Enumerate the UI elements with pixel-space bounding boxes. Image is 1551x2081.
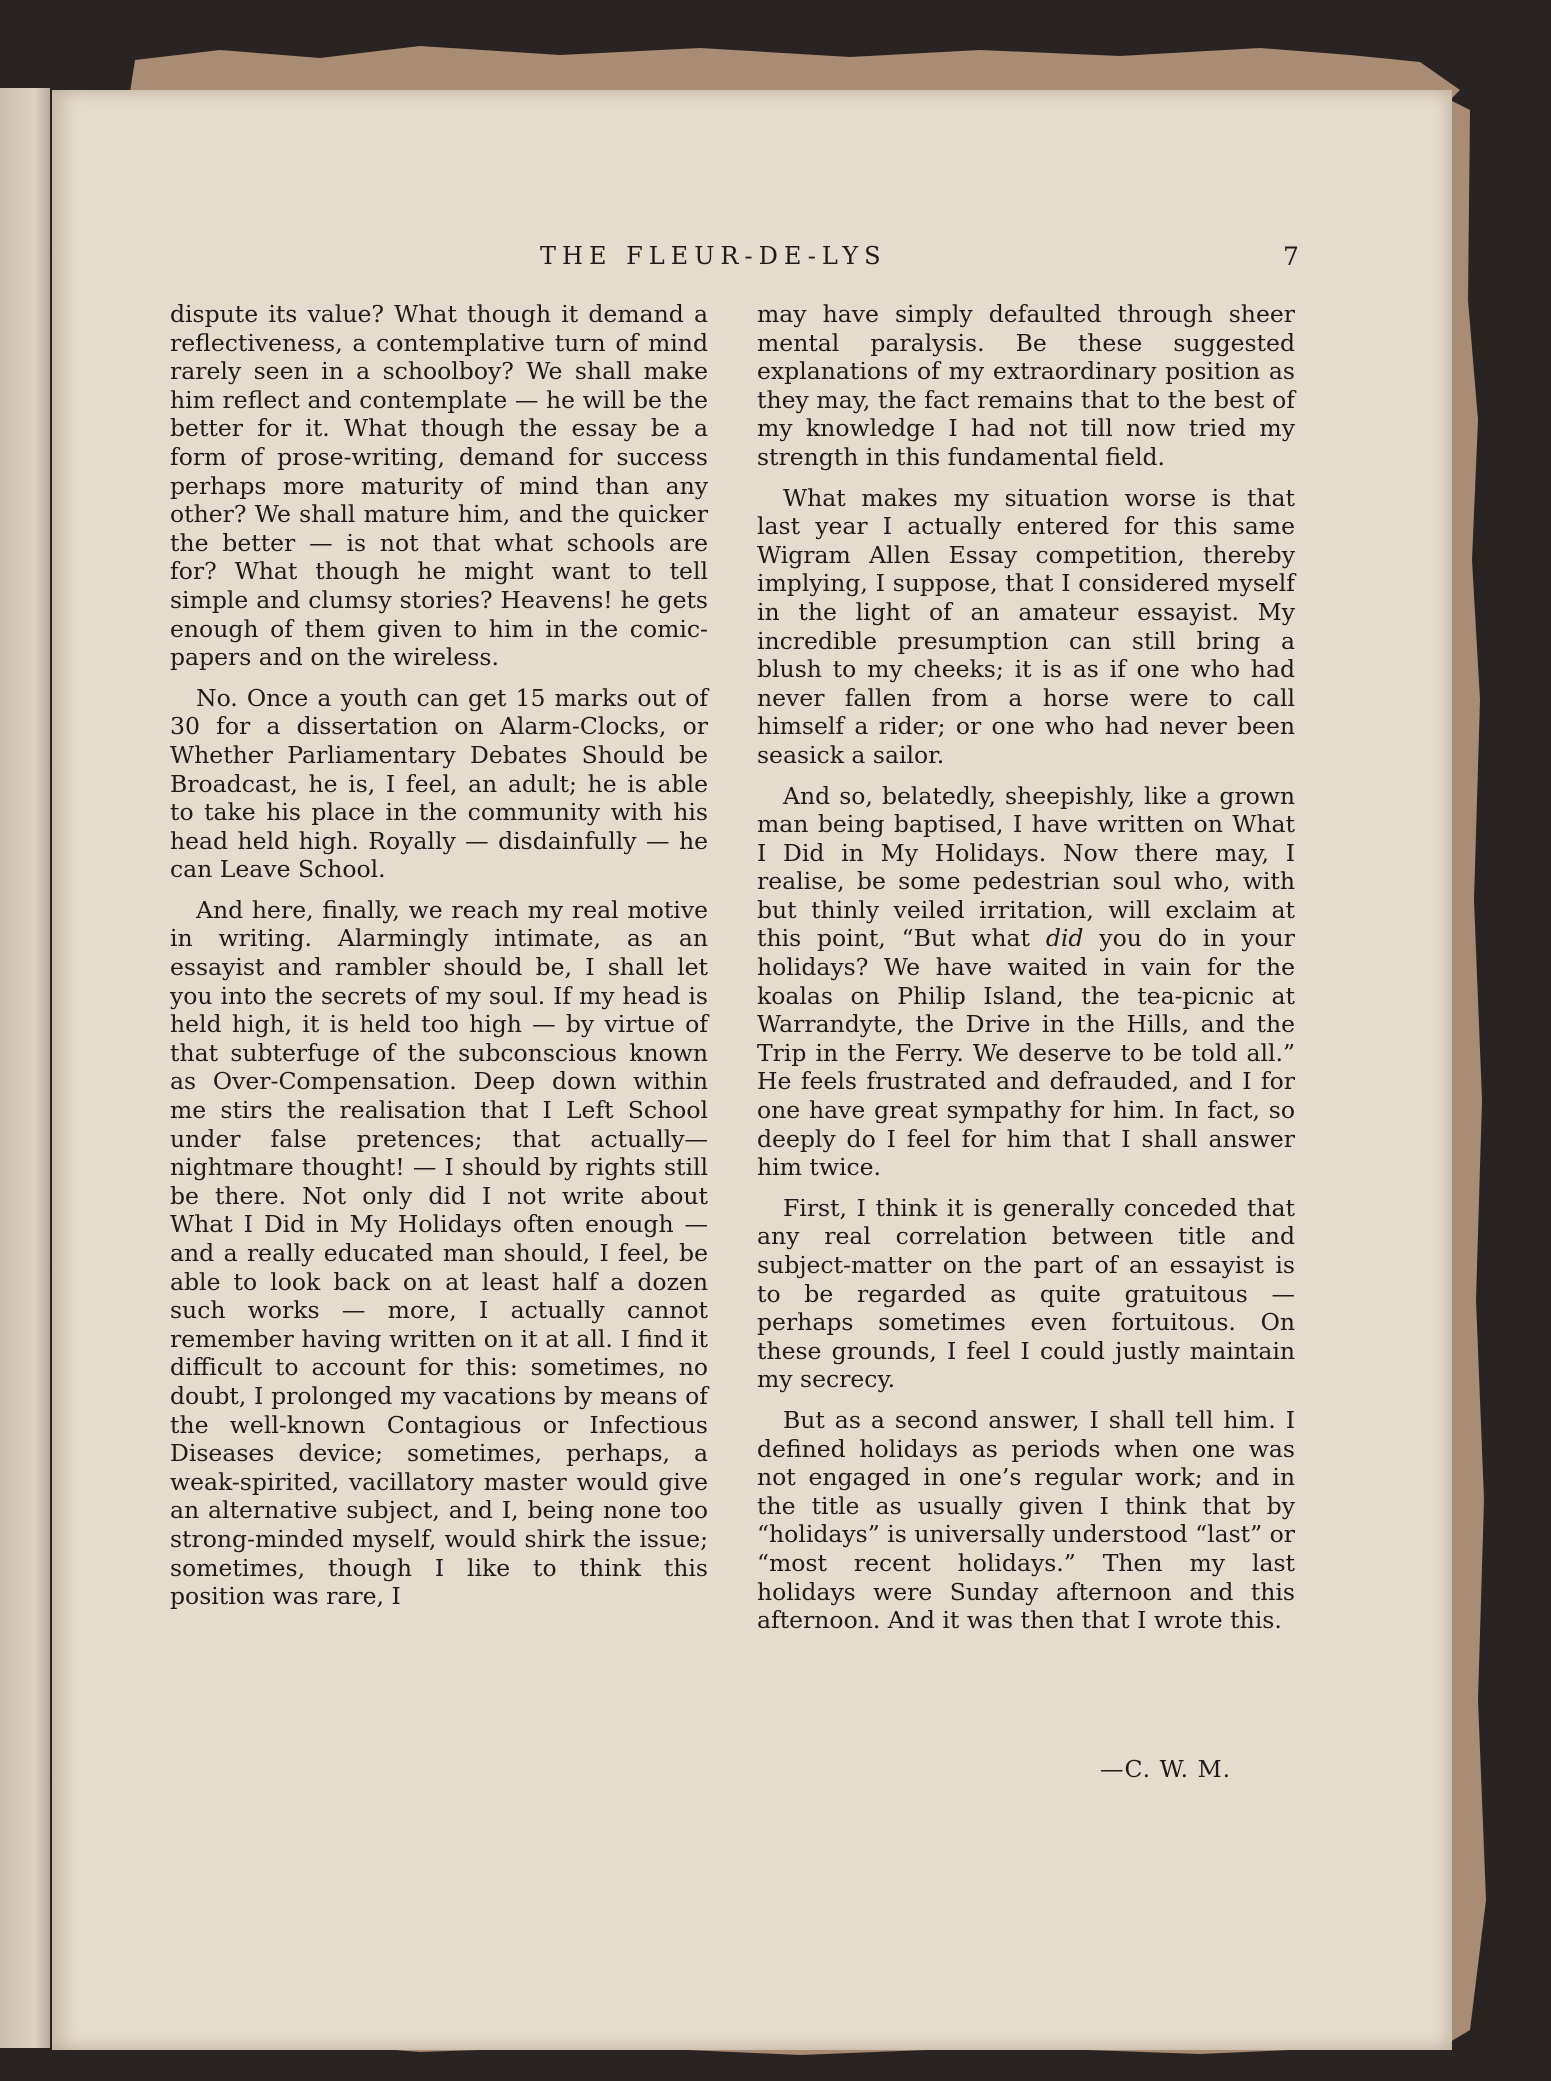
right-paragraph-3 — [757, 782, 1295, 1182]
right-paragraph-1: may have simply defaulted through sheer mental paralysis. Be these suggested explanations of my extraordinary position as they may, the fact remains that to the best of my knowledge I had not till now tried my strength in this fundamental field. — [757, 300, 1295, 471]
author-signature: —C. W. M. — [1100, 1755, 1232, 1783]
left-paragraph-3: And here, finally, we reach my real motive in writing. Alarmingly intimate, as an essayist and rambler should be, I shall let you into the secrets of my soul. If my head is held high, it is held too high — by virtue of that subterfuge of the subconscious known as Over-Compensation. Deep down within me stirs the realisation that I Left School under false pretences; that actually— nightmare thought! — I should by rights still be there. Not only did I not write about What I Did in My Holidays often enough — and a really educated man should, I feel, be able to look back on at least half a dozen such works — more, I actually cannot remember having written on it at all. I find it difficult to account for this: sometimes, no doubt, I prolonged my vacations by means of the well-known Contagious or Infectious Diseases device; sometimes, perhaps, a weak-spirited, vacillatory master would give an alternative subject, and I, being none too strong-minded myself, would shirk the issue; sometimes, though I like to think this position was rare, I — [170, 895, 708, 1611]
right-column — [757, 300, 1295, 1647]
paragraph-text: you do in your holidays? We have waited in vain for the koalas on Philip Island, the tea-picnic at Warrandyte, the Drive in the Hills, and the Trip in the Ferry. We deserve to be told all.” He feels frustrated and defrauded, and I for one have great sympathy for him. In fact, so deeply do I feel for him that I shall answer him twice. — [757, 924, 1296, 1182]
page-number: 7 — [1283, 242, 1299, 271]
page-header — [0, 242, 1551, 282]
running-title: THE FLEUR-DE-LYS — [540, 242, 887, 270]
left-paragraph-1: dispute its value? What though it demand a reflectiveness, a contemplative turn of mind rarely seen in a schoolboy? We shall make him reflect and contemplate — he will be the better for it. What though the essay be a form of prose-writing, demand for success perhaps more maturity of mind than any other? We shall mature him, and the quicker the better — is not that what schools are for? What though he might want to tell simple and clumsy stories? Heavens! he gets enough of them given to him in the comic-papers and on the wireless. — [170, 300, 708, 672]
left-column — [170, 300, 708, 1623]
paragraph-text: And so, belatedly, sheepishly, like a grown man being baptised, I have written on What I Did in My Holidays. Now there may, I realise, be some pedestrian soul who, with but thinly veiled irritation, will exclaim at this point, “But what — [757, 781, 1295, 953]
left-page-edge — [0, 88, 50, 2048]
emphasis-text: did — [1045, 924, 1084, 953]
right-paragraph-2: What makes my situation worse is that last year I actually entered for this same Wigram Allen Essay competition, thereby implying, I suppose, that I considered myself in the light of an amateur essayist. My incredible presumption can still bring a blush to my cheeks; it is as if one who had never fallen from a horse were to call himself a rider; or one who had never been seasick a sailor. — [757, 483, 1295, 769]
right-paragraph-5: But as a second answer, I shall tell him. I defined holidays as periods when one was not engaged in one’s regular work; and in the title as usually given I think that by “holidays” is universally understood “last” or “most recent holidays.” Then my last holidays were Sunday afternoon and this afternoon. And it was then that I wrote this. — [757, 1405, 1295, 1635]
left-paragraph-2: No. Once a youth can get 15 marks out of 30 for a dissertation on Alarm-Clocks, or Whether Parliamentary Debates Should be Broadcast, he is, I feel, an adult; he is able to take his place in the community with his head held high. Royally — disdainfully — he can Leave School. — [170, 683, 708, 884]
right-paragraph-4: First, I think it is generally conceded that any real correlation between title and subject-matter on the part of an essayist is to be regarded as quite gratuitous — perhaps sometimes even fortuitous. On these grounds, I feel I could justly maintain my secrecy. — [757, 1193, 1295, 1394]
